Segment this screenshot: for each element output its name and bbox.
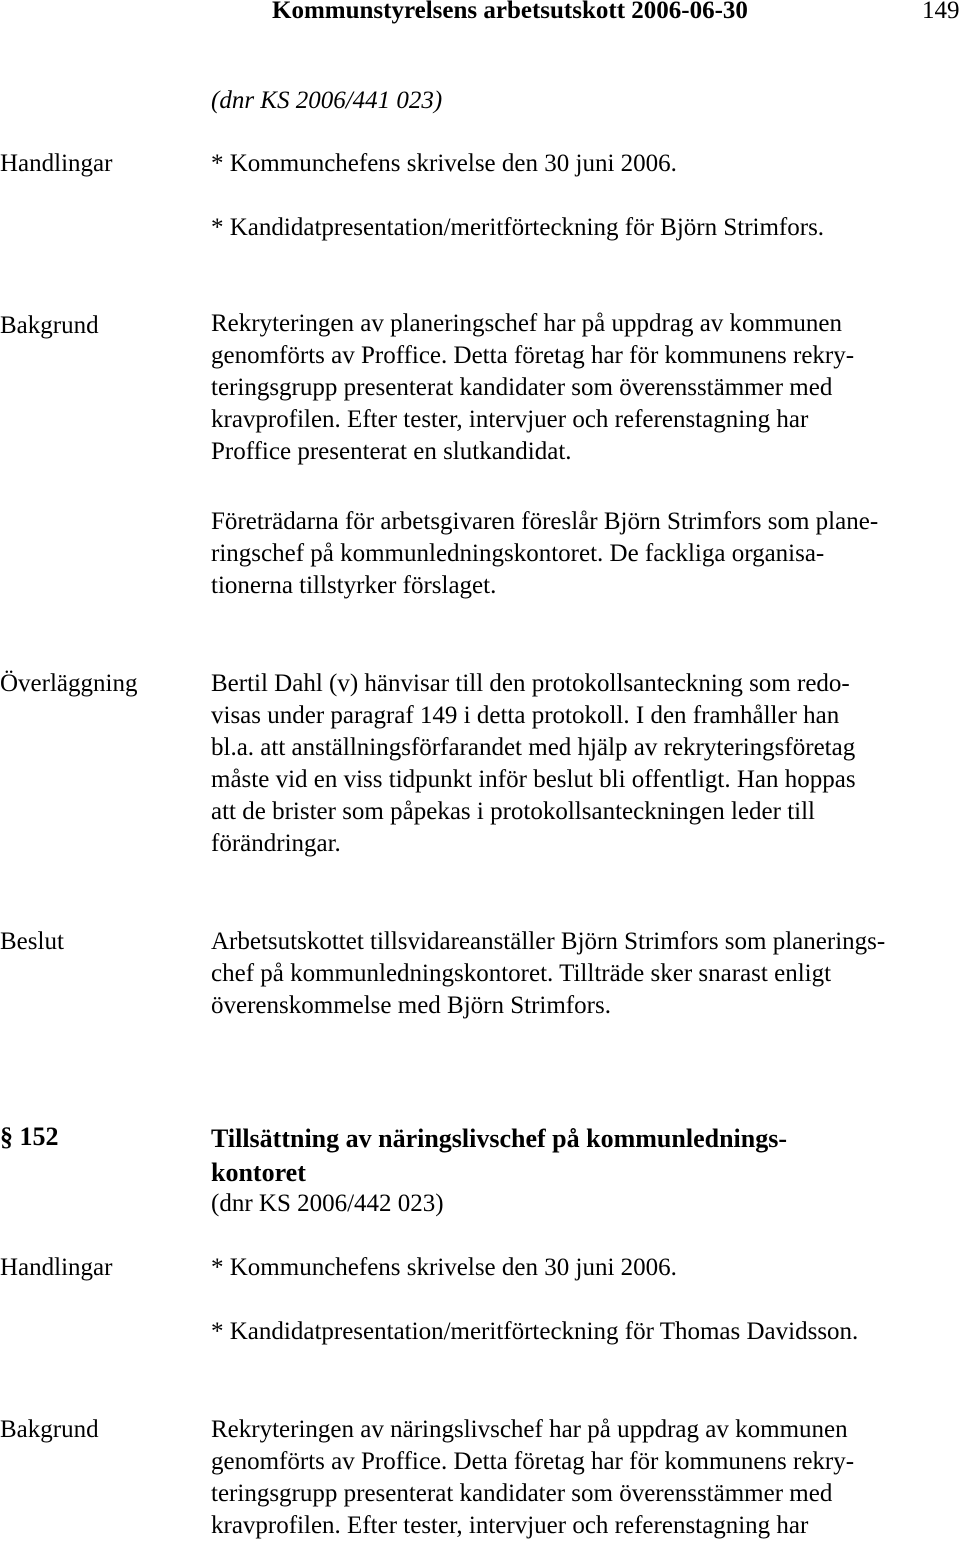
item151-dnr: (dnr KS 2006/441 023): [211, 87, 443, 114]
item152-title: [211, 1122, 787, 1190]
text-line: genomförts av Proffice. Detta företag har för kommunens rekry-: [211, 342, 855, 369]
item151-handlingar-1: * Kommunchefens skrivelse den 30 juni 2006.: [211, 150, 677, 177]
text-line: Arbetsutskottet tillsvidareanställer Björn Strimfors som planerings-: [211, 928, 886, 955]
item152-handlingar-label: Handlingar: [0, 1254, 113, 1281]
text-line: chef på kommunledningskontoret. Tillträde sker snarast enligt: [211, 960, 832, 987]
item152-handlingar-2: * Kandidatpresentation/meritförteckning för Thomas Davidsson.: [211, 1318, 859, 1345]
item152-bakgrund-label: Bakgrund: [0, 1416, 99, 1443]
item151-bakgrund-paragraph-2: [211, 506, 878, 602]
text-line: tionerna tillstyrker förslaget.: [211, 572, 497, 599]
text-line: Rekryteringen av planeringschef har på uppdrag av kommunen: [211, 310, 843, 337]
item151-overlaggning-text: [211, 668, 856, 860]
text-line: förändringar.: [211, 830, 341, 857]
page-number: 149: [922, 0, 960, 24]
text-line: Bertil Dahl (v) hänvisar till den protokollsanteckning som redo-: [211, 670, 850, 697]
text-line: kravprofilen. Efter tester, intervjuer och referenstagning har: [211, 406, 809, 433]
item151-handlingar-2: * Kandidatpresentation/meritförteckning för Björn Strimfors.: [211, 214, 825, 241]
item151-beslut-label: Beslut: [0, 928, 64, 955]
text-line: ringschef på kommunledningskontoret. De fackliga organisa-: [211, 540, 825, 567]
text-line: kravprofilen. Efter tester, intervjuer och referenstagning har: [211, 1512, 809, 1539]
text-line: Proffice presenterat en slutkandidat.: [211, 438, 572, 465]
text-line: bl.a. att anställningsförfarandet med hjälp av rekryteringsföretag: [211, 734, 856, 761]
item152-handlingar-1: * Kommunchefens skrivelse den 30 juni 2006.: [211, 1254, 677, 1281]
text-line: genomförts av Proffice. Detta företag har för kommunens rekry-: [211, 1448, 855, 1475]
item151-beslut-text: [211, 926, 885, 1022]
title-line: kontoret: [211, 1158, 306, 1187]
item151-bakgrund-label: Bakgrund: [0, 312, 99, 339]
text-line: teringsgrupp presenterat kandidater som överensstämmer med: [211, 374, 833, 401]
text-line: teringsgrupp presenterat kandidater som överensstämmer med: [211, 1480, 833, 1507]
item151-handlingar-label: Handlingar: [0, 150, 113, 177]
text-line: måste vid en viss tidpunkt inför beslut bli offentligt. Han hoppas: [211, 766, 856, 793]
text-line: Företrädarna för arbetsgivaren föreslår Björn Strimfors som plane-: [211, 508, 879, 535]
text-line: visas under paragraf 149 i detta protokoll. I den framhåller han: [211, 702, 840, 729]
item151-overlaggning-label: Överläggning: [0, 670, 138, 697]
item152-bakgrund-text: [211, 1414, 854, 1542]
item152-dnr: (dnr KS 2006/442 023): [211, 1190, 444, 1217]
page-header-title: Kommunstyrelsens arbetsutskott 2006-06-30: [272, 0, 748, 24]
text-line: Rekryteringen av näringslivschef har på uppdrag av kommunen: [211, 1416, 848, 1443]
text-line: överenskommelse med Björn Strimfors.: [211, 992, 611, 1019]
text-line: att de brister som påpekas i protokollsanteckningen leder till: [211, 798, 816, 825]
title-line: Tillsättning av näringslivschef på kommunlednings-: [211, 1124, 787, 1153]
item151-bakgrund-paragraph-1: [211, 308, 854, 468]
section-number-152: § 152: [0, 1122, 59, 1151]
